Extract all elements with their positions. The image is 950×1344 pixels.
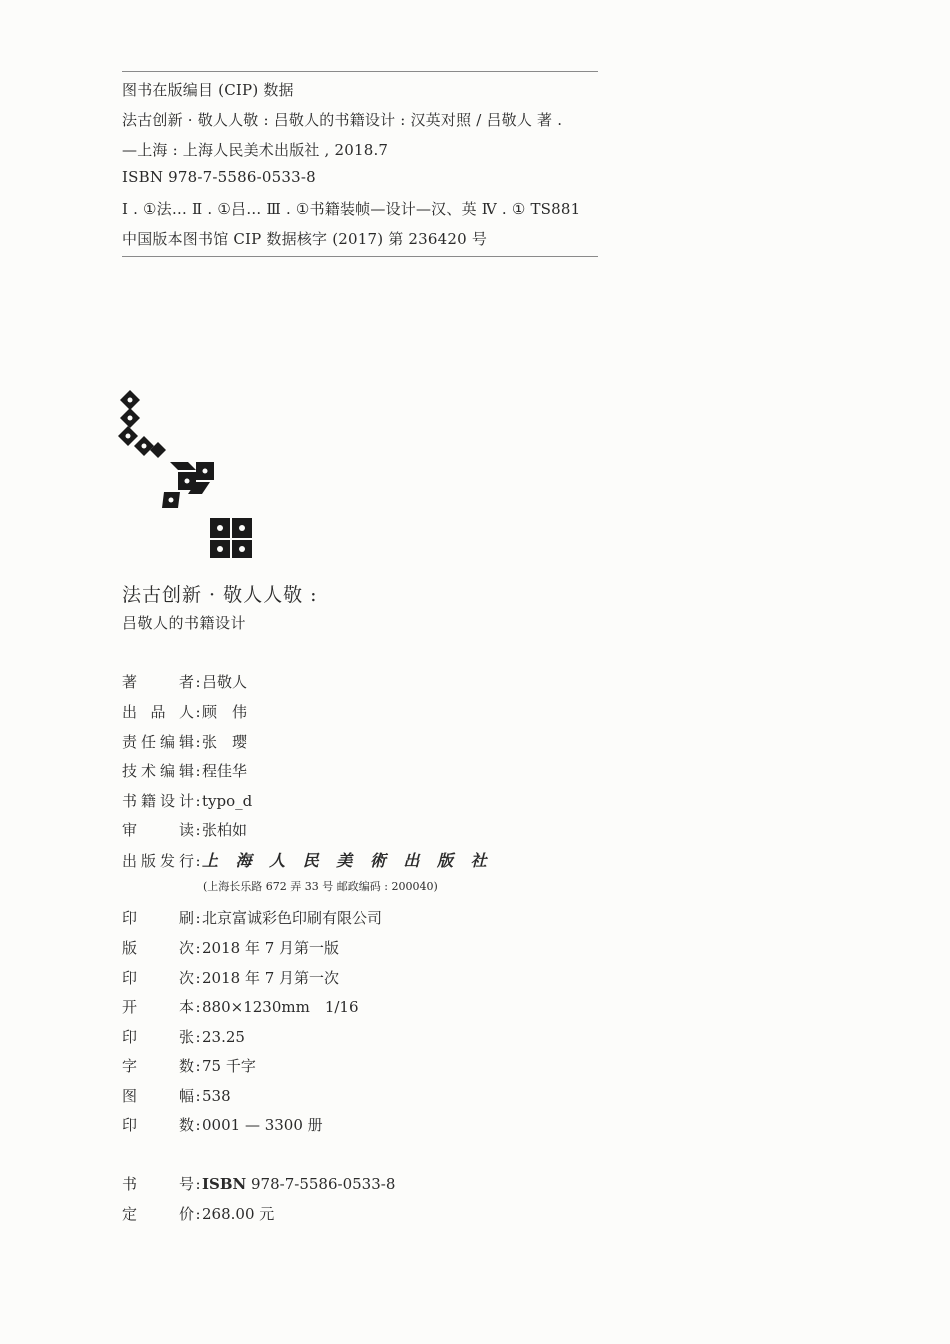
isbn-prefix: ISBN bbox=[202, 1175, 247, 1193]
cip-line-3: ISBN 978-7-5586-0533-8 bbox=[122, 168, 316, 186]
credit-value: 吕敬人 bbox=[202, 673, 248, 691]
credit-row-designer: 书籍设计:typo_d bbox=[122, 792, 253, 810]
cip-line-5: 中国版本图书馆 CIP 数据核字 (2017) 第 236420 号 bbox=[122, 230, 488, 248]
spec-label: 印次 bbox=[122, 969, 194, 987]
spec-row-printing: 印次:2018 年 7 月第一次 bbox=[122, 969, 340, 987]
price-label: 定价 bbox=[122, 1205, 194, 1223]
spec-row-wordcount: 字数:75 千字 bbox=[122, 1057, 256, 1075]
credit-row-tech-editor: 技术编辑:程佳华 bbox=[122, 762, 248, 780]
spec-row-sheets: 印张:23.25 bbox=[122, 1028, 245, 1046]
credit-row-editor: 责任编辑:张 璎 bbox=[122, 733, 248, 751]
credit-row-reviewer: 审读:张柏如 bbox=[122, 821, 248, 839]
credit-label: 书籍设计 bbox=[122, 792, 194, 810]
spec-row-printer: 印刷:北京富诚彩色印刷有限公司 bbox=[122, 909, 383, 927]
credit-row-producer: 出品人:顾 伟 bbox=[122, 703, 248, 721]
credit-label: 出版发行 bbox=[122, 852, 194, 870]
credit-row-publisher: 出版发行:上 海 人 民 美 術 出 版 社 bbox=[122, 848, 493, 871]
spec-value: 2018 年 7 月第一次 bbox=[202, 969, 340, 987]
cip-top-rule bbox=[122, 71, 598, 72]
price-value: 268.00 元 bbox=[202, 1205, 275, 1223]
credit-label: 责任编辑 bbox=[122, 733, 194, 751]
spec-value: 23.25 bbox=[202, 1028, 245, 1046]
spec-row-edition: 版次:2018 年 7 月第一版 bbox=[122, 939, 340, 957]
credit-label: 技术编辑 bbox=[122, 762, 194, 780]
credit-value: 张柏如 bbox=[202, 821, 248, 839]
credit-value: 张 璎 bbox=[202, 733, 248, 751]
spec-label: 开本 bbox=[122, 998, 194, 1016]
spec-row-figures: 图幅:538 bbox=[122, 1087, 231, 1105]
spec-row-format: 开本:880×1230mm 1/16 bbox=[122, 998, 359, 1016]
book-title: 法古创新 · 敬人人敬 : bbox=[122, 584, 318, 606]
isbn-label: 书号 bbox=[122, 1175, 194, 1193]
cip-bottom-rule bbox=[122, 256, 598, 257]
spec-value: 2018 年 7 月第一版 bbox=[202, 939, 340, 957]
credit-value: 程佳华 bbox=[202, 762, 248, 780]
spec-value: 538 bbox=[202, 1087, 231, 1105]
spec-value: 0001 — 3300 册 bbox=[202, 1116, 323, 1134]
spec-label: 印刷 bbox=[122, 909, 194, 927]
cip-line-1: 法古创新 · 敬人人敬 : 吕敬人的书籍设计 : 汉英对照 / 吕敬人 著 . bbox=[122, 111, 563, 129]
seal-logo-icon bbox=[118, 390, 258, 560]
spec-value: 75 千字 bbox=[202, 1057, 256, 1075]
cip-header: 图书在版编目 (CIP) 数据 bbox=[122, 81, 294, 99]
cip-line-4: Ⅰ . ①法… Ⅱ . ①吕… Ⅲ . ①书籍装帧—设计—汉、英 Ⅳ . ① TS881 bbox=[122, 200, 581, 218]
publisher-name: 上 海 人 民 美 術 出 版 社 bbox=[202, 851, 493, 870]
credit-value: typo_d bbox=[202, 792, 253, 810]
credit-value: 顾 伟 bbox=[202, 703, 248, 721]
credit-label: 出品人 bbox=[122, 703, 194, 721]
spec-label: 版次 bbox=[122, 939, 194, 957]
spec-label: 印张 bbox=[122, 1028, 194, 1046]
book-subtitle: 吕敬人的书籍设计 bbox=[122, 614, 247, 632]
credit-label: 著者 bbox=[122, 673, 194, 691]
credit-row-author: 著者:吕敬人 bbox=[122, 673, 248, 691]
spec-label: 字数 bbox=[122, 1057, 194, 1075]
isbn-number: 978-7-5586-0533-8 bbox=[246, 1175, 396, 1193]
cip-line-2: —上海 : 上海人民美术出版社 , 2018.7 bbox=[122, 141, 389, 159]
credit-label: 审读 bbox=[122, 821, 194, 839]
price-row: 定价:268.00 元 bbox=[122, 1205, 275, 1223]
isbn-row: 书号:ISBN 978-7-5586-0533-8 bbox=[122, 1175, 396, 1193]
spec-label: 图幅 bbox=[122, 1087, 194, 1105]
spec-value: 880×1230mm 1/16 bbox=[202, 998, 359, 1016]
spec-row-print-run: 印数:0001 — 3300 册 bbox=[122, 1116, 323, 1134]
spec-value: 北京富诚彩色印刷有限公司 bbox=[202, 909, 383, 927]
publisher-address: (上海长乐路 672 弄 33 号 邮政编码 : 200040) bbox=[203, 880, 438, 893]
spec-label: 印数 bbox=[122, 1116, 194, 1134]
